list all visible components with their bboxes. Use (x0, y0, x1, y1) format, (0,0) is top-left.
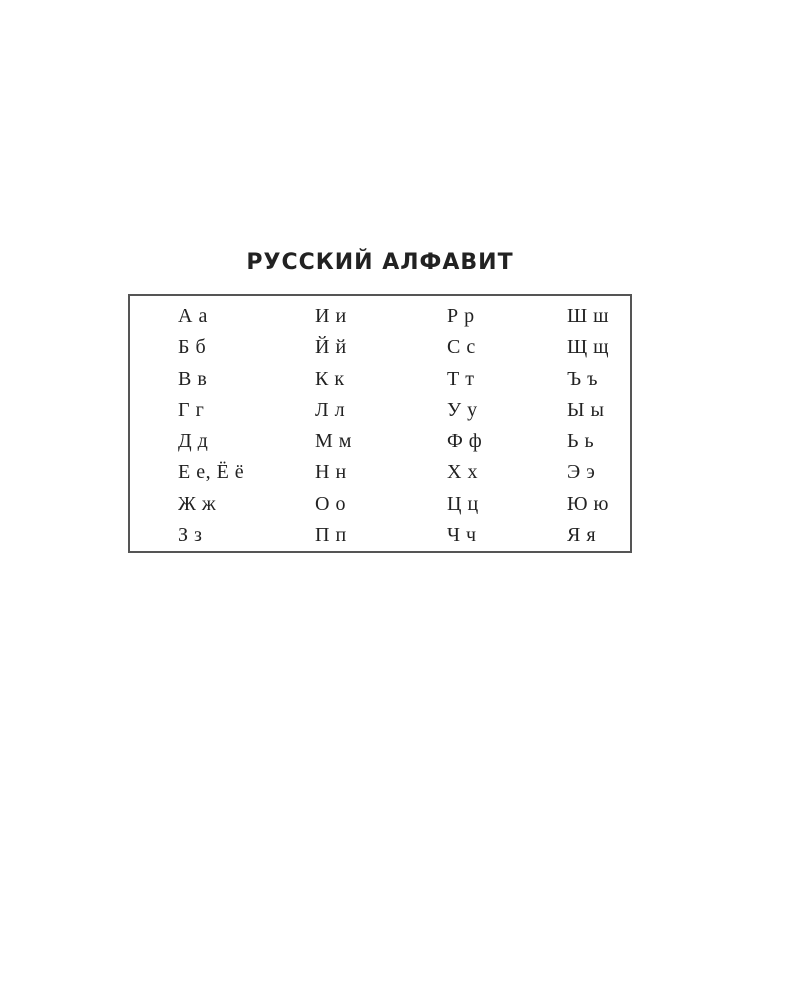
letter-pair: Р р (447, 305, 475, 327)
letter-pair: Х х (447, 461, 478, 484)
letter-pair: Н н (315, 461, 347, 484)
letter-pair: Ц ц (447, 492, 479, 515)
letter-pair: Э э (567, 461, 596, 484)
letter-pair: И и (315, 305, 347, 327)
letter-pair: Г г (178, 398, 205, 421)
letter-pair: Ь ь (567, 430, 595, 453)
letter-pair: Щ щ (567, 336, 610, 359)
letter-pair: П п (315, 524, 347, 547)
alphabet-column-1 (178, 303, 244, 553)
letter-pair: Ъ ъ (567, 367, 598, 390)
letter-pair: Ф ф (447, 430, 483, 453)
letter-pair: Ы ы (567, 398, 605, 421)
letter-pair: К к (315, 367, 345, 390)
letter-pair: Ж ж (178, 492, 217, 515)
letter-pair: Л л (315, 398, 346, 421)
letter-pair: Й й (315, 336, 347, 359)
letter-pair: З з (178, 524, 203, 547)
letter-pair: В в (178, 367, 208, 390)
alphabet-table (128, 294, 632, 553)
letter-pair: Т т (447, 367, 475, 390)
letter-pair: О о (315, 492, 346, 515)
letter-pair: Д д (178, 430, 209, 453)
page-title: РУССКИЙ АЛФАВИТ (246, 250, 514, 275)
alphabet-column-3 (447, 303, 482, 553)
letter-pair: М м (315, 430, 352, 453)
letter-pair: Е е, Ё ё (178, 461, 245, 484)
letter-pair: У у (447, 398, 478, 421)
letter-pair: Ю ю (567, 492, 609, 515)
letter-pair: Я я (567, 524, 597, 547)
letter-pair: Ш ш (567, 305, 610, 327)
letter-pair: С с (447, 336, 476, 359)
letter-pair: А а (178, 305, 208, 327)
alphabet-column-2 (315, 303, 352, 553)
alphabet-column-4 (567, 303, 609, 553)
letter-pair: Б б (178, 336, 207, 359)
letter-pair: Ч ч (447, 524, 477, 547)
